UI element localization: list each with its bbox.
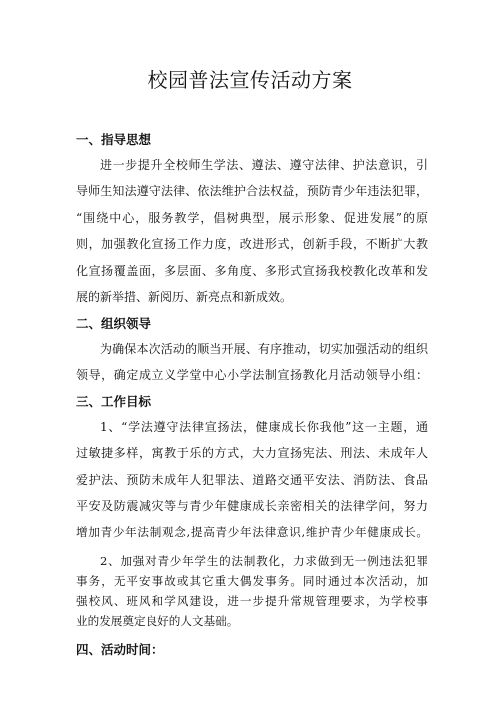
paragraph-line: 展的新举措、新阅历、新亮点和新成效。 — [76, 290, 293, 304]
paragraph-line: 化宣扬覆盖面，多层面、多角度、多形式宣扬我校教化改革和发 — [76, 264, 428, 278]
paragraph-line: 2、加强对青少年学生的法制教化，力求做到无一例违法犯罪 — [100, 554, 428, 568]
paragraph-line: 领导，确定成立义学堂中心小学法制宣扬教化月活动领导小组： — [76, 368, 428, 382]
section-heading-guiding-thought: 一、指导思想 — [76, 132, 152, 147]
paragraph-line: 增加青少年法制观念,提高青少年法律意识,维护青少年健康成长。 — [76, 525, 428, 539]
paragraph-line: 导师生知法遵守法律、依法维护合法权益，预防青少年违法犯罪， — [76, 184, 428, 198]
paragraph-line: 业的发展奠定良好的人文基础。 — [76, 614, 239, 628]
paragraph-line: 过敏捷多样，寓教于乐的方式，大力宣扬宪法、刑法、未成年人 — [76, 446, 428, 460]
paragraph-line: “围绕中心，服务教学，倡树典型，展示形象、促进发展”的原 — [76, 211, 428, 225]
section-heading-activity-time: 四、活动时间： — [76, 642, 164, 657]
paragraph-line: 平安及防震减灾等与青少年健康成长亲密相关的法律学问，努力 — [76, 499, 428, 513]
paragraph-line: 为确保本次活动的顺当开展、有序推动，切实加强活动的组织 — [100, 342, 428, 356]
paragraph-line: 则，加强教化宣扬工作力度，改进形式，创新手段，不断扩大教 — [76, 237, 428, 251]
paragraph-line: 1、“学法遵守法律宣扬法，健康成长你我他”这一主题，通 — [100, 420, 428, 434]
document-title: 校园普法宣传活动方案 — [147, 68, 353, 92]
section-heading-work-goals: 三、工作目标 — [76, 394, 152, 409]
section-heading-organization: 二、组织领导 — [76, 316, 152, 331]
paragraph-line: 事务，无平安事故或其它重大偶发事务。同时通过本次活动，加 — [76, 574, 428, 588]
paragraph-line: 进一步提升全校师生学法、遵法、遵守法律、护法意识，引 — [100, 158, 428, 172]
paragraph-line: 强校风、班风和学风建设，进一步提升常规管理要求，为学校事 — [76, 594, 428, 608]
paragraph-line: 爱护法、预防未成年人犯罪法、道路交通平安法、消防法、食品 — [76, 473, 428, 487]
